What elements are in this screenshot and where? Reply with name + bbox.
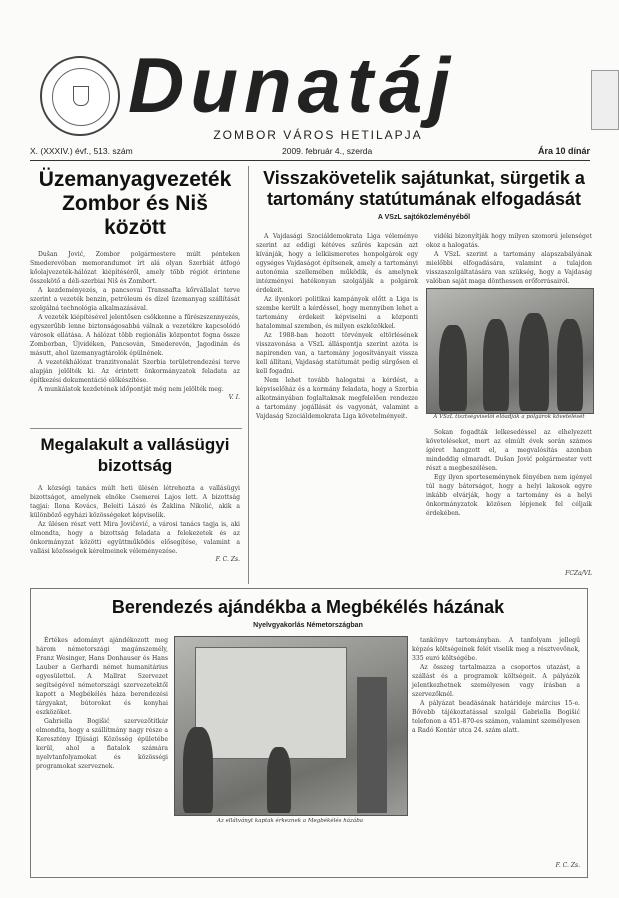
article-headline: Üzemanyagvezeték Zombor és Niš között bbox=[38, 168, 232, 239]
article-fuel-pipeline bbox=[30, 168, 240, 401]
paragraph: Az ülésen részt vett Mira Jovičević, a városi tanács tagja is, aki elmondta, hogy a bizottság feladata a felekezetek és az önkormányzat közötti együttműködés elősegítése, valamint a vallási közösségek kérelmeinek véleményezése. bbox=[30, 521, 240, 555]
issue-number: X. (XXXIV.) évf., 513. szám bbox=[30, 146, 133, 156]
paragraph: Sokan fogadták lelkesedéssel az elhelyezett követeléseket, mert az elmúlt évek során számos ígéret hangzott el, a megvalósítás azonban mindeddig elmaradt. Dušan Jović polgármester vett részt a megbeszélésen. bbox=[426, 429, 592, 472]
paragraph: tankönyv tartományban. A tanfolyam jellegű képzés költségeinek felét viselik meg a résztvevőnek, 335 euró költségébe. bbox=[412, 637, 580, 662]
article-byline: Nyelvgyakorlás Németországban bbox=[253, 622, 363, 629]
article-body-left bbox=[36, 636, 168, 771]
paragraph: A vezeték kiépítésével jelentősen csökkenne a fűrészszennyezés, egyszerűbb lenne biztonságosabbá válnak a vezetékre kapcsolódó városok ellátása. A hálózat több regionális központot fogna össze Zomborban, Újvidéken, Pancsován, Smederevón, Jagodinán és másutt, ahol üzemanyagtárolók épülnének. bbox=[30, 314, 240, 357]
article-body bbox=[30, 250, 240, 394]
article-body-right bbox=[412, 636, 580, 735]
paragraph: A vezetékhálózat tranzitvonalát Szerbia területrendezési terve alapján jelölték ki. Az érintett önkormányzatok feladata az építkezési dokumentáció előkészítése. bbox=[30, 359, 240, 384]
paragraph: Az ilyenkori politikai kampányok előtt a Liga is szembe került a kérdéssel, hogy mennyiben lehet a tartomány érdekeit képviselni a központi hatalommal szemben, és milyen eszközökkel. bbox=[256, 296, 418, 330]
issue-date: 2009. február 4., szerda bbox=[282, 146, 373, 156]
article-signature: F. C. Zs. bbox=[215, 556, 240, 563]
article-headline: Visszakövetelik sajátunkat, sürgetik a tartomány statútumának elfogadását bbox=[263, 168, 585, 209]
column-divider bbox=[248, 166, 249, 584]
article-statute-demand bbox=[256, 168, 592, 221]
article-body-col1 bbox=[256, 232, 418, 421]
paragraph: A községi tanács múlt heti ülésén létrehozta a vallásügyi bizottságot, amelynek elnöke Csemerei Lajos lett. A bizottság tagjai: Ilona Kovács, Beleiti Lászó és Žaklina Nikolić, akik a különböző egyházi közösségeket képviselik. bbox=[30, 485, 240, 519]
paragraph: A pályázat beadásának határideje március 15-e. Bővebb tájékoztatással szolgál Gabriella Bogišić telefonon a 451-870-es számon, valamint személyesen a Radó Kontár utca 24. szám alatt. bbox=[412, 700, 580, 734]
article-header bbox=[30, 596, 586, 629]
paragraph: Értékes adományt ajándékozott meg három németországi magánszemély, Franz Wesinger, Hans Donhauser és Hans Lauber a Gerhardi német humanitárius egyesülettel. A Mallrat Szervezet segítségével németországi szervezetektől kapott a Megbékélés háza berendezési tárgyakat, bútorokat és konyhai eszközöket. bbox=[36, 637, 168, 716]
paragraph: Nem lehet tovább halogatni a kérdést, a képviselőház és a kormány feladata, hogy a Szerbia alkotmányában foglaltaknak megfelelően rendezze a tartomány jogállását és vagyonát, valamint a Vajdaság Szociáldemokrata Liga követelményeit. bbox=[256, 377, 418, 420]
photo-caption: Az ellátványt kaptak érkeznek a Megbékélés házába bbox=[216, 818, 363, 824]
donation-photo bbox=[174, 636, 408, 816]
section-divider bbox=[30, 428, 242, 429]
issue-info-bar bbox=[30, 146, 590, 161]
paragraph: A munkálatok kezdetének időpontját még nem jelölték meg. bbox=[38, 386, 224, 393]
paragraph: Gabriella Bogišić szervezőtitkár elmondta, hogy a szállítmány nagy része a Keresztény Ifjúsági Közösség épületébe kerül, ahol a fiatalok számára nyelvtanfolyamokat és közösségi programokat szerveznek. bbox=[36, 718, 168, 770]
article-headline: Berendezés ajándékba a Megbékélés házának bbox=[111, 597, 505, 617]
paragraph: Egy ilyen sporteseménynek fényében nem igényel túl nagy bátorságot, hogy a helyi lakosok egyre inkább elvárják, hogy a tartomány és a helyi önkormányzatok közösen lépjenek fel céljaik érdekében. bbox=[426, 474, 592, 517]
photo-caption: A VSzL tisztségviselői előadják a polgárok követelését bbox=[433, 414, 585, 420]
paragraph: A kezdeményezés, a pancsovai Transnafta kőrvállalat terve szerint a vezeték benzin, petróleum és dízel üzemanyag szállítását szolgálná technológia alkalmazásával. bbox=[30, 287, 240, 312]
article-byline: A VSzL sajtóközleményéből bbox=[377, 214, 471, 221]
issue-price: Ára 10 dínár bbox=[537, 146, 590, 156]
article-signature: F. C. Zs. bbox=[555, 862, 580, 869]
article-body-col2 bbox=[426, 232, 592, 286]
article-signature: FCZa/VL bbox=[565, 570, 592, 577]
paragraph: Az összeg tartalmazza a csoportos utazást, a szállást és a programok költségeit. A pályázók jelentkezhetnek személyesen vagy írásban a szervezőknél. bbox=[412, 664, 580, 698]
paragraph: Dušan Jović, Zombor polgármestere múlt pénteken Smederevóban memorandumot írt alá olyan Szerbiát átfogó kőolajvezeték-hálózat kiépítéséről, amely több régiót érintene összekötő a déli-szerbiai Niš és Zombort. bbox=[30, 251, 240, 285]
article-signature: V. I. bbox=[228, 394, 240, 401]
masthead-title: Dunatáj bbox=[128, 41, 457, 129]
article-body-col3 bbox=[426, 428, 592, 518]
press-photo bbox=[426, 288, 594, 414]
paragraph: A Vajdasági Szociáldemokrata Liga véleménye szerint az eddigi kétéves szűrés kapcsán azt kívánják, hogy a lelkiismeretes honpolgárok egy egységes Vajdaságot építsenek, amely a tartományi autonómia szellemében működik, és amelynek intézményei hatékonyan szolgálják a polgárok érdekeit. bbox=[256, 233, 418, 294]
paragraph: A VSzL szerint a tartomány alapszabályának mielőbbi elfogadására, valamint a tulajdon visszaszolgáltatására van szükség, hogy a Vajdaság valóban saját maga dönthessen erőforrásairól. bbox=[426, 251, 592, 285]
paragraph: vidéki bizonyítják hogy milyen szomorú jelenséget okoz a halogatás. bbox=[426, 233, 592, 249]
article-body bbox=[30, 484, 240, 556]
adjacent-page-edge bbox=[591, 70, 619, 130]
article-religious-committee bbox=[30, 434, 240, 563]
city-seal-logo bbox=[40, 56, 120, 136]
paragraph: Az 1988-ban hozott törvények eltörlésének visszavonása a VSzL álláspontja szerint azóta is napirenden van, a tartomány jogosítványait vissza kell állítani, Vajdaság statútumát pedig sürgősen el kell fogadni. bbox=[256, 332, 418, 375]
article-headline: Megalakult a vallásügyi bizottság bbox=[40, 435, 230, 475]
masthead-subtitle: ZOMBOR VÁROS HETILAPJA bbox=[213, 128, 423, 142]
